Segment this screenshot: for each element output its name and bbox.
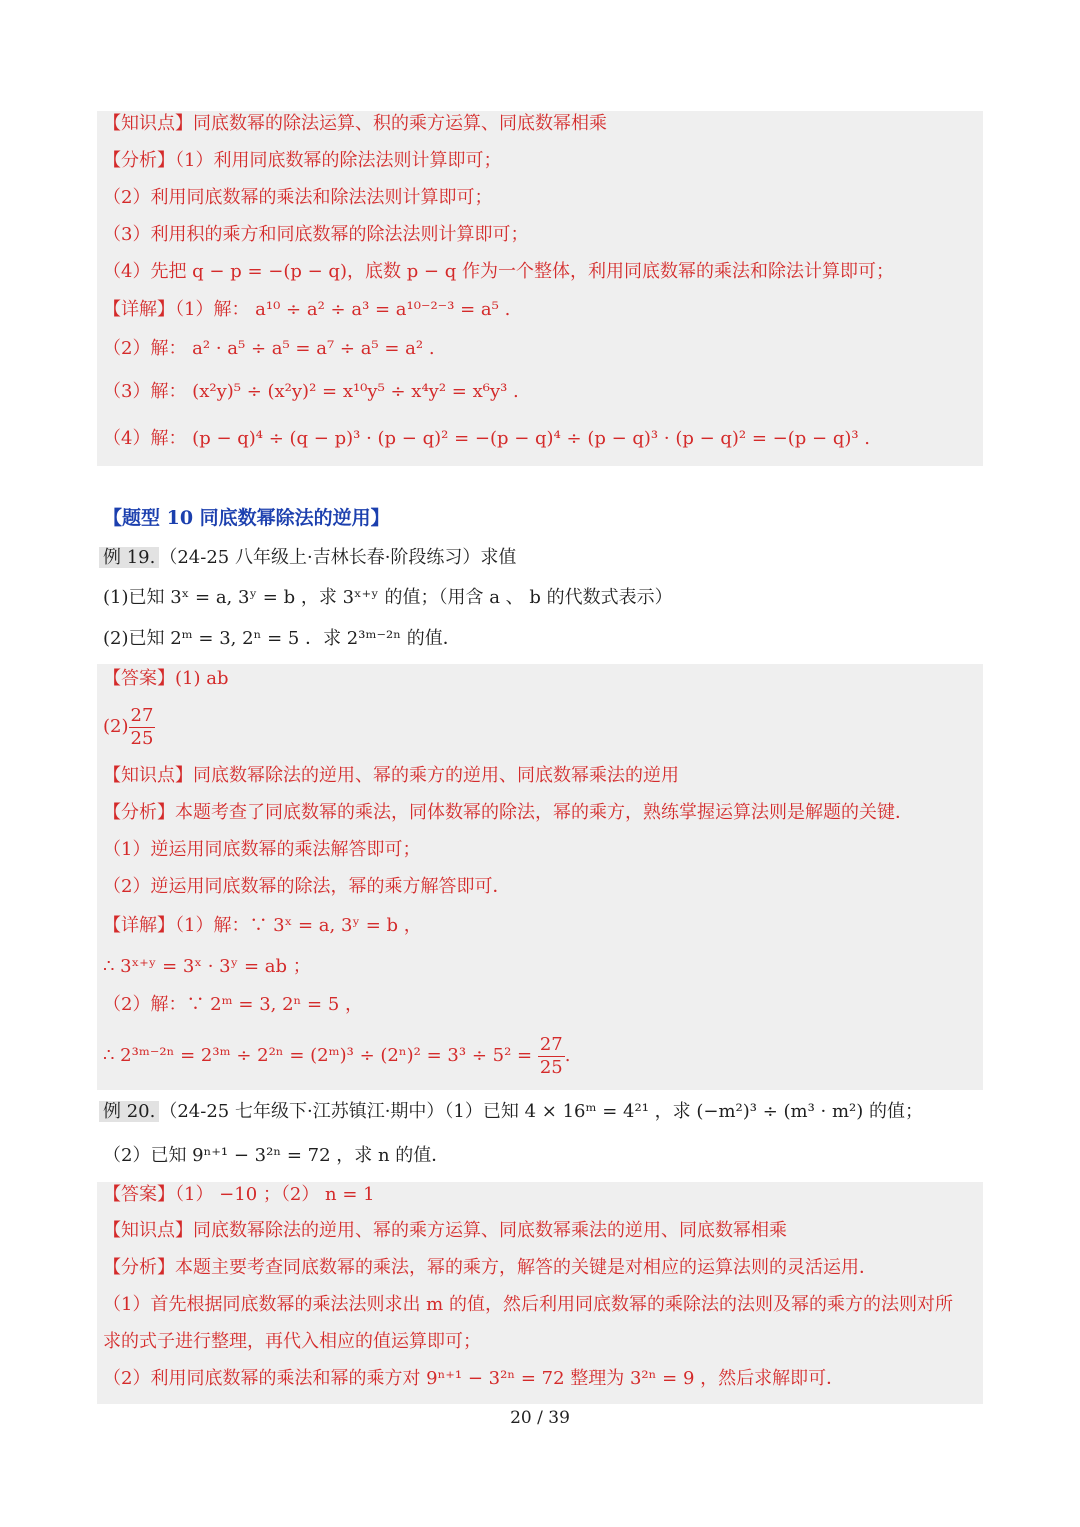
analysis-1: 【分析】（1）利用同底数幂的除法法则计算即可； (103, 150, 502, 171)
example-20-question2: （2）已知 9ⁿ⁺¹ − 3²ⁿ = 72 ，求 n 的值． (103, 1145, 450, 1166)
analysis-2-step1: （1）逆运用同底数幂的乘法解答即可； (103, 839, 421, 860)
example-20-answer: 【答案】（1） −10 ；（2） n = 1 (103, 1184, 375, 1205)
analysis-1-step3: （3）利用积的乘方和同底数幂的除法法则计算即可； (103, 224, 529, 245)
knowledge-point-2: 【知识点】同底数幂除法的逆用、幂的乘方的逆用、同底数幂乘法的逆用 (103, 765, 679, 786)
example-19-answer2 (103, 703, 980, 751)
analysis-3-step2: （2）利用同底数幂的乘法和幂的乘方对 9ⁿ⁺¹ − 3²ⁿ = 72 整理为 3²ⁿ = 9 ，然后求解即可． (103, 1368, 845, 1389)
example-19-header (103, 545, 980, 571)
detail-2-part1: 【详解】（1）解：∵ 3ˣ = a, 3ʸ = b ， (103, 915, 422, 936)
analysis-2: 【分析】本题考查了同底数幂的乘法，同体数幂的除法，幂的乘方，熟练掌握运算法则是解题的关键． (103, 802, 913, 823)
analysis-1-step2: （2）利用同底数幂的乘法和除法法则计算即可； (103, 187, 493, 208)
example-20-question1 (103, 1099, 980, 1125)
detail-2-fraction (538, 1034, 565, 1079)
example-19-label: 例 19. (99, 547, 159, 568)
example-19-source: （24-25 八年级上·吉林长春·阶段练习）求值 (159, 547, 517, 568)
example-20-q1-text: （24-25 七年级下·江苏镇江·期中）（1）已知 4 × 16ᵐ = 4²¹ ，求 (−m²)³ ÷ (m³ · m²) 的值； (159, 1101, 924, 1122)
example-19-question1: (1)已知 3ˣ = a, 3ʸ = b ，求 3ˣ⁺ʸ 的值；（用含 a 、 b 的代数式表示） (103, 587, 673, 608)
answer2-prefix: (2) (103, 716, 129, 737)
knowledge-point-1: 【知识点】同底数幂的除法运算、积的乘方运算、同底数幂相乘 (103, 113, 607, 134)
detail-2-expression: ∴ 2³ᵐ⁻²ⁿ = 2³ᵐ ÷ 2²ⁿ = (2ᵐ)³ ÷ (2ⁿ)² = 3³ ÷ 5² = (103, 1045, 533, 1066)
answer2-denominator: 25 (130, 727, 154, 749)
detail-2-period: . (564, 1045, 571, 1066)
analysis-3: 【分析】本题主要考查同底数幂的乘法，幂的乘方，解答的关键是对相应的运算法则的灵活运用． (103, 1257, 877, 1278)
page-number: 20 / 39 (510, 1408, 570, 1428)
detail-2-part1-therefore: ∴ 3ˣ⁺ʸ = 3ˣ · 3ʸ = ab ； (103, 956, 311, 977)
detail-1-part3: （3）解： (x²y)⁵ ÷ (x²y)² = x¹⁰y⁵ ÷ x⁴y² = x⁶y³ . (103, 381, 519, 402)
analysis-3-step1-cont: 求的式子进行整理，再代入相应的值运算即可； (103, 1331, 481, 1352)
detail-2-numerator: 27 (539, 1033, 563, 1055)
analysis-2-step2: （2）逆运用同底数幂的除法，幂的乘方解答即可． (103, 876, 511, 897)
detail-2-part2-therefore (103, 1032, 980, 1080)
knowledge-point-3: 【知识点】同底数幂除法的逆用、幂的乘方运算、同底数幂乘法的逆用、同底数幂相乘 (103, 1220, 787, 1241)
detail-2-part2: （2）解：∵ 2ᵐ = 3, 2ⁿ = 5 ， (103, 994, 364, 1015)
detail-1-part1: 【详解】（1）解： a¹⁰ ÷ a² ÷ a³ = a¹⁰⁻²⁻³ = a⁵ . (103, 299, 511, 320)
answer2-fraction (129, 705, 156, 750)
detail-1-part2: （2）解： a² · a⁵ ÷ a⁵ = a⁷ ÷ a⁵ = a² . (103, 338, 435, 359)
answer2-numerator: 27 (130, 704, 154, 726)
detail-1-part4: （4）解： (p − q)⁴ ÷ (q − p)³ · (p − q)² = −(p − q)⁴ ÷ (p − q)³ · (p − q)² = −(p − q)³ . (103, 428, 871, 449)
analysis-1-step4: （4）先把 q − p = −(p − q)，底数 p − q 作为一个整体，利用同底数幂的乘法和除法计算即可； (103, 261, 894, 282)
example-20-label: 例 20. (99, 1101, 159, 1122)
example-19-answer: 【答案】(1) ab (103, 668, 229, 689)
detail-2-denominator: 25 (539, 1056, 563, 1078)
example-19-question2: (2)已知 2ᵐ = 3, 2ⁿ = 5 ．求 2³ᵐ⁻²ⁿ 的值． (103, 628, 461, 649)
section-title: 【题型 10 同底数幂除法的逆用】 (103, 507, 390, 529)
analysis-3-step1: （1）首先根据同底数幂的乘法法则求出 m 的值，然后利用同底数幂的乘除法的法则及幂的乘方的法则对所 (103, 1294, 953, 1315)
